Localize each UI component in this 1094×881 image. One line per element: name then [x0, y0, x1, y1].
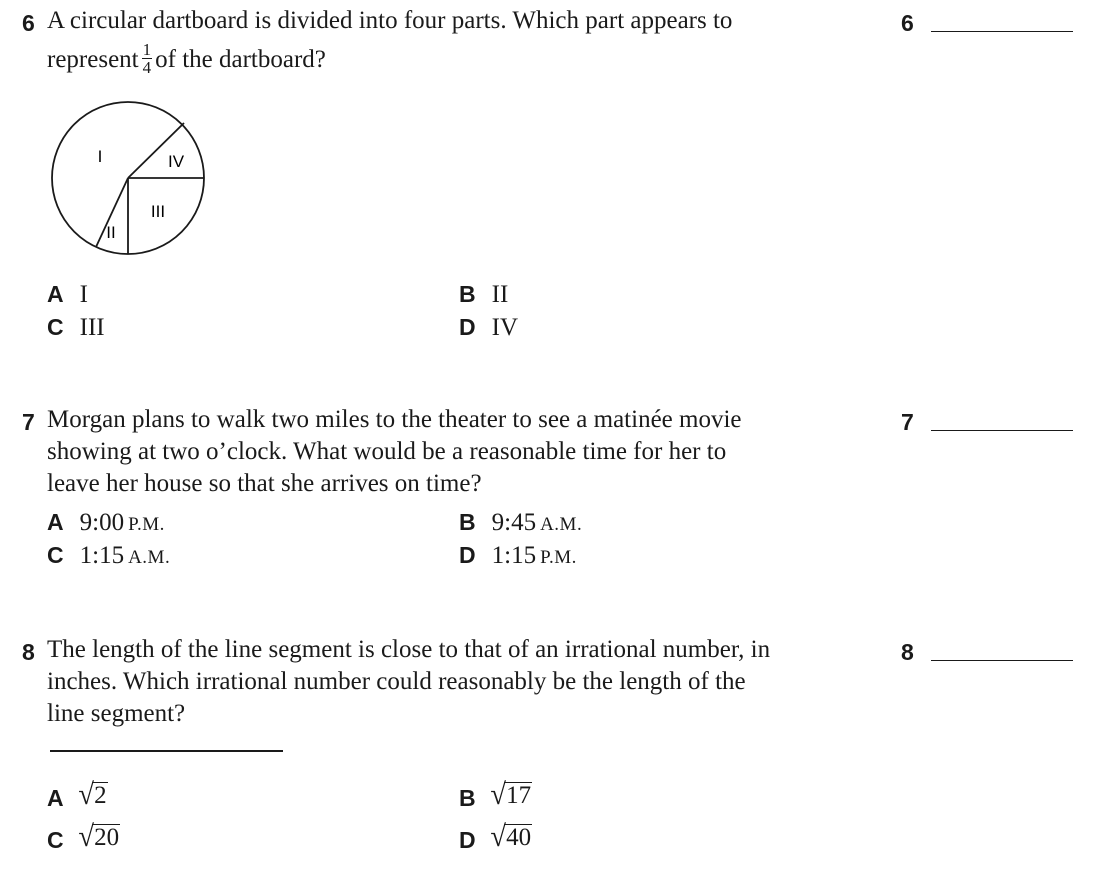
- question-text-line: inches. Which irrational number could reasonably be the length of the: [47, 668, 746, 695]
- choice-time: 9:45: [491, 509, 537, 536]
- square-root-expression: [78, 820, 120, 853]
- question-text-line: Morgan plans to walk two miles to the theater to see a matinée movie: [47, 406, 742, 433]
- radicand: 2: [94, 782, 107, 809]
- square-root-expression: [490, 778, 532, 811]
- question-text-line: A circular dartboard is divided into four parts. Which part appears to: [47, 7, 733, 34]
- choice-ampm: A.M.: [128, 547, 171, 568]
- radical-icon: √: [78, 778, 94, 811]
- dartboard-label-i: I: [97, 147, 103, 166]
- dartboard-label-iv: IV: [167, 152, 185, 171]
- fraction-numerator: 1: [142, 40, 152, 59]
- choice-time: 1:15: [491, 542, 537, 569]
- dartboard-label-iii: III: [150, 202, 166, 221]
- choice-d[interactable]: [459, 314, 518, 342]
- answer-blank-line[interactable]: [931, 430, 1073, 431]
- question-text-line: The length of the line segment is close to that of an irrational number, in: [47, 636, 771, 663]
- choice-b[interactable]: [459, 509, 582, 537]
- choice-letter: C: [47, 827, 64, 853]
- choice-letter: A: [47, 785, 64, 811]
- choice-c[interactable]: [47, 314, 105, 342]
- dartboard-diagram: [40, 95, 220, 265]
- choice-time: 1:15: [79, 542, 125, 569]
- choice-letter: B: [459, 785, 476, 811]
- choice-d[interactable]: [459, 542, 577, 570]
- square-root-expression: [490, 820, 532, 853]
- choice-a[interactable]: [47, 778, 108, 811]
- choice-time: 9:00: [79, 509, 125, 536]
- radicand: 20: [94, 824, 120, 851]
- choice-letter: A: [47, 509, 64, 535]
- radical-icon: √: [78, 820, 94, 853]
- question-number: 6: [22, 10, 35, 36]
- choice-text: II: [491, 281, 509, 308]
- choice-text: I: [79, 281, 88, 308]
- choice-c[interactable]: [47, 820, 120, 853]
- question-text-line: [47, 40, 326, 79]
- question-number: 7: [22, 409, 35, 435]
- line-segment-figure: [50, 750, 283, 752]
- choice-letter: C: [47, 542, 64, 568]
- choice-text: III: [79, 314, 105, 341]
- choice-letter: D: [459, 542, 476, 568]
- choice-a[interactable]: [47, 509, 165, 537]
- square-root-expression: [78, 778, 108, 811]
- fraction-one-fourth: [142, 41, 153, 76]
- answer-number: 7: [901, 409, 914, 435]
- question-text-line: leave her house so that she arrives on time?: [47, 470, 482, 497]
- choice-ampm: P.M.: [540, 547, 577, 568]
- choice-text: IV: [491, 314, 519, 341]
- radical-icon: √: [490, 820, 506, 853]
- choice-letter: A: [47, 281, 64, 307]
- answer-blank-line[interactable]: [931, 31, 1073, 32]
- choice-ampm: P.M.: [128, 514, 165, 535]
- choice-b[interactable]: [459, 778, 532, 811]
- question-number: 8: [22, 639, 35, 665]
- choice-letter: D: [459, 314, 476, 340]
- choice-ampm: A.M.: [540, 514, 583, 535]
- question-text-line: showing at two o’clock. What would be a reasonable time for her to: [47, 438, 727, 465]
- choice-d[interactable]: [459, 820, 532, 853]
- choice-letter: B: [459, 509, 476, 535]
- choice-a[interactable]: [47, 281, 88, 309]
- fraction-denominator: 4: [142, 58, 152, 77]
- question-text-fragment: of the dartboard?: [155, 46, 326, 74]
- choice-b[interactable]: [459, 281, 508, 309]
- radicand: 17: [506, 782, 532, 809]
- question-text-line: line segment?: [47, 700, 186, 727]
- choice-letter: B: [459, 281, 476, 307]
- choice-letter: D: [459, 827, 476, 853]
- choice-letter: C: [47, 314, 64, 340]
- answer-number: 6: [901, 10, 914, 36]
- dartboard-label-ii: II: [106, 223, 116, 242]
- radical-icon: √: [490, 778, 506, 811]
- answer-blank-line[interactable]: [931, 660, 1073, 661]
- question-text-fragment: represent: [47, 46, 139, 74]
- answer-number: 8: [901, 639, 914, 665]
- radicand: 40: [506, 824, 532, 851]
- choice-c[interactable]: [47, 542, 170, 570]
